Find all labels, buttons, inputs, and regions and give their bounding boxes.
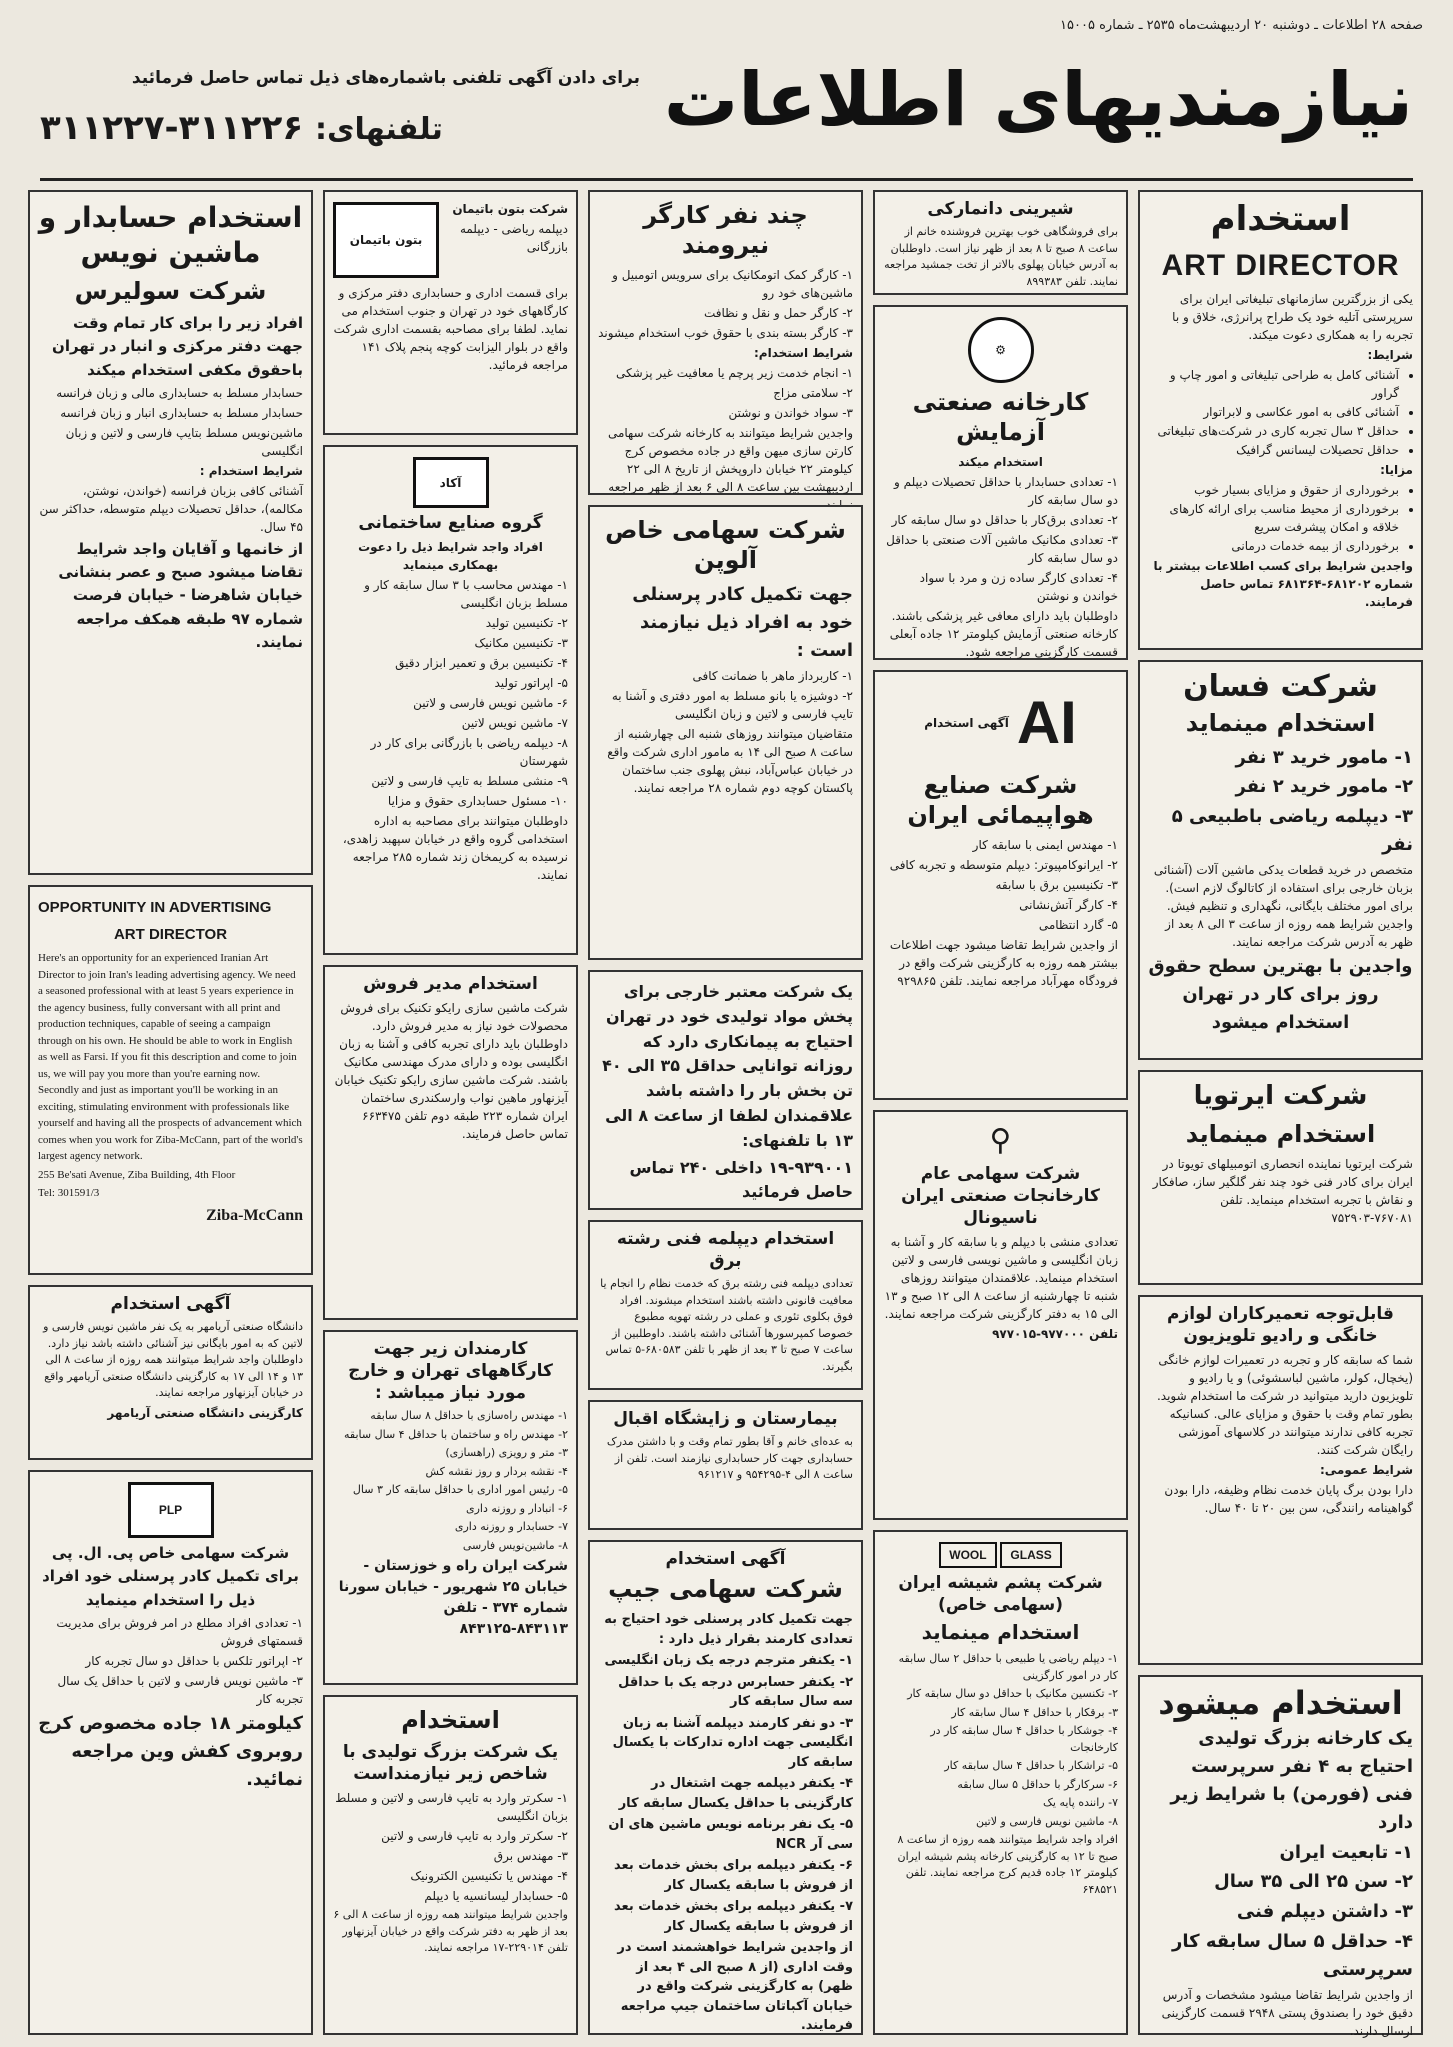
ad-aryamehr <box>28 1285 313 1460</box>
chand-nafar-footer: واجدین شرایط میتوانند به کارخانه شرکت سهامی کارتن سازی میهن واقع در جاده مخصوص کرج کیلومتر ۲۲ خیابان داروپخش از تاریخ ۸ الی ۲۲ اردیبهشت بین ساعت ۸ الی ۶ بعد از ظهر مراجعه <box>607 426 853 494</box>
list-item: • آشنائی کامل به طراحی تبلیغاتی و امور چاپ و گراور <box>1148 366 1399 402</box>
sulires-conds: آشنائی کافی بزبان فرانسه (خواندن، نوشتن، مکالمه)، حداقل تحصیلات دیپلم متوسطه، حداکثر سن ۴۵ سال. <box>39 483 303 534</box>
scooter-icon: ⚲ <box>989 1123 1012 1158</box>
fasan-item: ۳- دیپلمه ریاضی باطبیعی ۵ نفر <box>1171 806 1413 856</box>
aircraft-logo-icon: AI <box>1016 689 1077 756</box>
azmayesh-item: ۳- تعدادی مکانیک ماشین آلات صنعتی با حداقل دو سال سابقه کار <box>886 533 1118 565</box>
ad-big-producer <box>323 1695 578 2035</box>
glass-wool-item: ۴- جوشکار با حداقل ۴ سال سابقه کار در کارخانجات <box>930 1724 1118 1754</box>
batiman-logo: بتون باتیمان <box>333 202 439 278</box>
sulires-body: افراد زیر را برای کار تمام وقت جهت دفتر مرکزی و انبار در تهران باحقوق مکفی استخدام میکند <box>52 314 303 379</box>
factory-cond: ۱- تابعیت ایران <box>1279 1841 1413 1863</box>
ad-batiman <box>323 190 578 435</box>
ad-iran-aircraft <box>873 670 1128 1100</box>
ad-ziba-mccann <box>28 885 313 1275</box>
batiman-company: شرکت بتون باتیمان <box>452 202 568 216</box>
fasan-item: ۱- مامور خرید ۳ نفر <box>1235 746 1413 768</box>
glass-wool-item: ۱- دیپلم ریاضی یا طبیعی با حداقل ۲ سال سابقه کار در امور کارگزینی <box>898 1652 1118 1682</box>
sulires-title: استخدام حسابدار و ماشین نویس <box>38 201 303 269</box>
building-title: افراد واجد شرایط ذیل را دعوت بهمکاری مینماید <box>358 540 543 573</box>
aircraft-item: ۲- ایرانوکامپیوتر: دیپلم متوسطه و تجربه کافی <box>889 858 1118 872</box>
glass-wool-logo <box>883 1542 1118 1568</box>
aircraft-footer: از واجدین شرایط تقاضا میشود جهت اطلاعات بیشتر همه روزه به کارگزینی شرکت واقع در فرودگاه مهرآباد مراجعه نمایند. تلفن ۹۲۹۸۶۵ <box>889 938 1118 988</box>
ad-azmayesh <box>873 305 1128 660</box>
electric-tech-body: تعدادی دیپلمه فنی رشته برق که خدمت نظام را انجام یا معافیت قانونی داشته باشند استخدام میشوند. افراد فوق بکلوی تئوری و عملی در رشته تهویه مطبوع خصوصا کمپرسورها آشنائی داشته باشند. داوطلبین از ساعت ۷ صبح تا ۳ بعد از ظهر با تلفن ۶۸۰۵۸۳-۵ تماس بگیرند. <box>600 1277 853 1373</box>
ad-iran-rah <box>323 1330 578 1685</box>
ad-danmark-sweets <box>873 190 1128 295</box>
toyota-body: شرکت ایرتویا نماینده انحصاری اتومبیلهای تویوتا در ایران برای کادر فنی خود چند نفر گلگیر ساز، صافکار و نقاش با تجربه استخدام مینماید. تلفن ۷۶۷۰۸۱-۷۵۲۹۰۳ <box>1152 1156 1413 1225</box>
iran-rah-item: ۶- انبادار و روزنه داری <box>465 1501 568 1515</box>
art-director-cond-title: شرایط: <box>1367 347 1413 362</box>
big-producer-item: ۳- مهندس برق <box>493 1849 568 1864</box>
iran-rah-footer: شرکت ایران راه و خوزستان - خیابان ۲۵ شهریور - خیابان سورنا شماره ۳۷۴ - تلفن ۸۴۳۱۱۳-۸۴۳۱۲۵ <box>338 1558 568 1638</box>
ziba-address: 255 Be'sati Avenue, Ziba Building, 4th Floor <box>38 1168 236 1181</box>
building-item: ۴- تکنیسین برق و تعمیر ابزار دقیق <box>395 656 568 671</box>
list-item: • آشنائی کافی به امور عکاسی و لابراتوار <box>1148 403 1399 421</box>
sulires-item: حسابدار مسلط به حسابداری مالی و زبان فرانسه <box>56 385 303 400</box>
iran-rah-item: ۷- حسابدار و روزنه داری <box>454 1520 568 1534</box>
danmark-title: شیرینی دانمارکی <box>927 199 1074 219</box>
ad-chand-nafar <box>588 190 863 495</box>
jeep-intro: جهت تکمیل کادر پرسنلی خود احتیاج به تعدادی کارمند بقرار ذیل دارد : <box>604 1612 853 1647</box>
page-info-bar <box>30 18 1423 33</box>
glass-wool-logo-left: GLASS <box>1000 1542 1061 1568</box>
appliance-title: قابل‌توجه تعمیرکاران لوازم خانگی و رادیو تلویزیون <box>1167 1304 1394 1347</box>
ad-glass-wool <box>873 1530 1128 2035</box>
factory-cond: ۴- حداقل ۵ سال سابقه کار سرپرستی <box>1172 1931 1413 1981</box>
art-director-conds <box>1148 366 1413 459</box>
aircraft-item: ۱- مهندس ایمنی با سابقه کار <box>972 838 1118 852</box>
column-3 <box>588 190 863 2035</box>
ziba-position: ART DIRECTOR <box>113 925 228 943</box>
ad-eqbal <box>588 1400 863 1530</box>
ad-sales-manager <box>323 965 578 1320</box>
batiman-body: برای قسمت اداری و حسابداری دفتر مرکزی و کارگاههای خود در تهران و جنوب استخدام می نماید. لطفا برای مصاحبه بقسمت اداری شرکت واقع در بلوار الیزابت کوچه پنجم پلاک ۱۴۱ مراجعه فرمائید. <box>333 286 568 372</box>
jeep-item: ۴- یکنفر دیپلمه جهت اشتغال در کارگزینی با حداقل یکسال سابقه کار <box>618 1776 853 1811</box>
jeep-item: ۷- یکنفر دیپلمه برای بخش خدمات بعد از فروش با سابقه یکسال کار <box>613 1899 853 1934</box>
chand-nafar-item: ۲- کارگر حمل و نقل و نظافت <box>703 306 853 320</box>
azmayesh-item: ۴- تعدادی کارگر ساده زن و مرد با سواد خواندن و نوشتن <box>919 571 1118 603</box>
ad-fasan <box>1138 660 1423 1060</box>
list-item: • حداقل تحصیلات لیسانس گرافیک <box>1148 441 1399 459</box>
ad-art-director <box>1138 190 1423 650</box>
art-director-benefits <box>1148 481 1413 555</box>
ad-iran-nasional <box>873 1110 1128 1520</box>
column-5 <box>28 190 313 2035</box>
toyota-hiring: استخدام مینماید <box>1185 1119 1376 1148</box>
toyota-company: شرکت ایرتویا <box>1193 1081 1368 1111</box>
building-item: ۷- ماشین نویس لاتین <box>461 716 568 731</box>
glass-wool-item: ۸- ماشین نویس فارسی و لاتین <box>975 1814 1118 1828</box>
big-producer-item: ۲- سکرتر وارد به تایپ فارسی و لاتین <box>381 1829 568 1844</box>
art-director-contact: واجدین شرایط برای کسب اطلاعات بیشتر با شماره ۶۸۱۲۰۲-۶۸۱۳۶۴ تماس حاصل فرمایند. <box>1153 558 1413 609</box>
aircraft-label: آگهی استخدام <box>924 716 1009 730</box>
phone-note: برای دادن آگهی تلفنی باشماره‌های ذیل تماس حاصل فرمائید <box>131 68 640 88</box>
jeep-company: شرکت سهامی جیپ <box>608 1575 843 1604</box>
azmayesh-item: ۲- تعدادی برق‌کار با حداقل دو سال سابقه کار <box>891 513 1118 527</box>
eqbal-title: بیمارستان و زایشگاه اقبال <box>613 1409 838 1429</box>
alupen-item: ۱- کاربرداز ماهر با ضمانت کافی <box>692 668 853 683</box>
ad-building-industries <box>323 445 578 955</box>
foreign-company-body: یک شرکت معتبر خارجی برای پخش مواد تولیدی خود در تهران احتیاج به پیمانکاری دارد که روزانه توانایی حداقل ۳۵ الی ۴۰ تن بخش بار را داشته باشد علاقمندان لطفا از ساعت ۸ الی ۱۳ با تلفنهای: <box>602 982 853 1150</box>
column-2 <box>873 190 1128 2035</box>
building-item: ۱- مهندس محاسب با ۳ سال سابقه کار و مسلط بزبان انگلیسی <box>364 578 568 611</box>
pl-logo: PLP <box>128 1482 214 1538</box>
appliance-cond-title: شرایط عمومی: <box>1319 1463 1413 1478</box>
glass-wool-footer: افراد واجد شرایط میتوانند همه روزه از ساعت ۸ صبح تا ۱۲ به کارگزینی کارخانه پشم شیشه ایران کیلومتر ۱۲ جاده قدیم کرج مراجعه نمایند. تلفن ۶۴۸۵۲۱ <box>897 1833 1118 1896</box>
sulires-cond-title: شرایط استخدام : <box>199 463 303 478</box>
factory-cond: ۲- سن ۲۵ الی ۳۵ سال <box>1214 1871 1413 1893</box>
glass-wool-item: ۳- برقکار با حداقل ۴ سال سابقه کار <box>951 1705 1118 1719</box>
phone-numbers <box>40 108 443 148</box>
factory-cond: ۳- داشتن دیپلم فنی <box>1236 1901 1413 1923</box>
art-director-benefits-title: مزایا: <box>1380 462 1413 477</box>
aircraft-item: ۳- تکنیسین برق با سابقه <box>995 878 1118 892</box>
phones-label: تلفنهای: <box>315 112 443 147</box>
glass-wool-item: ۵- تراشکار با حداقل ۴ سال سابقه کار <box>944 1759 1118 1773</box>
big-producer-item: ۱- سکرتر وارد به تایپ فارسی و لاتین و مسلط بزبان انگلیسی <box>335 1791 568 1824</box>
ad-iran-toyota <box>1138 1070 1423 1285</box>
art-director-title-en: ART DIRECTOR <box>1161 248 1400 282</box>
building-item: ۹- منشی مسلط به تایپ فارسی و لاتین <box>371 774 568 789</box>
jeep-label: آگهی استخدام <box>665 1549 786 1569</box>
azmayesh-hiring: استخدام میکند <box>958 455 1043 469</box>
pl-title: شرکت سهامی خاص پی. ال. پی برای تکمیل کادر پرسنلی خود افراد ذیل را استخدام مینماید <box>42 1544 299 1609</box>
ad-pl-company <box>28 1470 313 2035</box>
glass-wool-item: ۷- راننده پایه یک <box>1043 1796 1118 1810</box>
aryamehr-footer: کارگزینی دانشگاه صنعتی آریامهر <box>107 1405 303 1420</box>
big-producer-title: یک شرکت بزرگ تولیدی با شاخص زیر نیازمنداست <box>342 1742 559 1785</box>
alupen-footer: متقاضیان میتوانند روزهای شنبه الی چهارشنبه از ساعت ۸ صبح الی ۱۴ به مامور اداری شرکت واقع در خیابان عباس‌آباد، نبش پهلوی جنب ساختمان پاکستان کوچه دوم شماره ۲۸ مراجعه نمایند. <box>607 726 853 795</box>
electric-tech-title: استخدام دیپلمه فنی رشته برق <box>616 1229 835 1272</box>
list-item: • برخورداری از محیط مناسب برای ارائه کارهای خلاقه و امکان پیشرفت سریع <box>1148 500 1399 536</box>
big-producer-item: ۵- حسابدار لیسانسیه یا دیپلم <box>424 1889 568 1904</box>
building-footer: داوطلبان میتوانند برای مصاحبه به اداره استخدامی گروه واقع در خیابان سپهبد زاهدی، نرسیده به کریمخان زند شماره ۲۸۵ مراجعه نمایند. <box>342 814 568 883</box>
sulires-company: شرکت سولیرس <box>74 277 267 305</box>
azmayesh-logo: ⚙ <box>968 317 1034 383</box>
building-item: ۲- تکنیسین تولید <box>485 616 568 631</box>
aircraft-company: شرکت صنایع هواپیمائی ایران <box>907 771 1094 829</box>
glass-wool-item: ۲- تکنسین مکانیک با حداقل دو سال سابقه کار <box>907 1687 1118 1701</box>
jeep-item: ۱- یکنفر مترجم درجه یک زبان انگلیسی <box>604 1653 853 1669</box>
eqbal-body: به عده‌ای خانم و آقا بطور تمام وقت و با داشتن مدرک حسابداری جهت کار حسابداری نیازمند است. تلفن از ساعت ۸ الی ۴-۹۵۴۲۹۵ و ۹۶۱۲۱۷ <box>606 1435 853 1482</box>
building-logo: آکاد <box>413 457 489 508</box>
aryamehr-body: دانشگاه صنعتی آریامهر به یک نفر ماشین نویس فارسی و لاتین که به امور بایگانی نیز آشنائی داشته باشد نیاز دارد. داوطلبان واجد شرایط میتوانند همه روزه از ساعت ۸ الی ۱۳ و ۱۴ الی ۱۷ به کارگزینی دانشگاه صنعتی آریامهر واقع در خیابان آیزنهاور مراجعه نمایند. <box>43 1320 303 1400</box>
ziba-brand: Ziba-McCann <box>206 1206 303 1224</box>
chand-nafar-cond-title: شرایط استخدام: <box>753 346 853 360</box>
list-item: • برخورداری از بیمه خدمات درمانی <box>1148 537 1399 555</box>
building-item: ۵- اپراتور تولید <box>494 676 568 691</box>
ziba-title: OPPORTUNITY IN ADVERTISING <box>38 899 272 916</box>
ad-appliance-repair <box>1138 1295 1423 1665</box>
ad-electric-tech <box>588 1220 863 1390</box>
iran-rah-item: ۲- مهندس راه و ساختمان با حداقل ۴ سال سابقه <box>344 1427 568 1441</box>
azmayesh-item: ۱- تعدادی حسابدار با حداقل تحصیلات دیپلم و دو سال سابقه کار <box>893 475 1118 507</box>
jeep-item: ۶- یکنفر دیپلمه برای بخش خدمات بعد از فروش با سابقه یکسال کار <box>613 1858 853 1893</box>
fasan-company: شرکت فسان <box>1183 669 1378 704</box>
glass-wool-title: شرکت پشم شیشه ایران (سهامی خاص) <box>898 1573 1103 1616</box>
masthead <box>40 57 1413 181</box>
ad-jeep <box>588 1540 863 2035</box>
page-info: صفحه ۲۸ اطلاعات ـ دوشنبه ۲۰ اردیبهشت‌ماه ۲۵۳۵ ـ شماره ۱۵۰۰۵ <box>1060 18 1423 33</box>
ziba-body: Here's an opportunity for an experienced Iranian Art Director to join Iran's leading advertising agency. We need a seasoned professional with at least 5 years experience in the agency business, fully conversant with all print and production techniques, capable of seeing a campaign through on his own. He should be able to work in English as well as Farsi. If you fit this description and come to join us, we will pay you more than you're earning now. Secondly and just as important you'll be working in an exciting, stimulating environment with professionals like yourself and having all the prospects of advancement which comes when you work for Ziba-McCann, part of the world's largest agency network. <box>38 952 303 1162</box>
sales-manager-body: شرکت ماشین سازی رایکو تکنیک برای فروش محصولات خود نیاز به مدیر فروش دارد. داوطلبان باید دارای تجربه کافی و آشنا به زبان انگلیسی بوده و دارای مدرک مهندسی مکانیک باشند. شرکت ماشین سازی رایکو تکنیک خیابان آیزنهاور ماهین نواب وارسکندری ساختمان ایران شماره ۲۲۳ طبقه دوم تلفن ۶۶۳۴۷۵ تماس حاصل فرمایند. <box>334 1001 568 1142</box>
pl-item: ۳- ماشین نویس فارسی و لاتین با حداقل یک سال تجربه کار <box>57 1673 303 1706</box>
iran-rah-item: ۴- نقشه بردار و روز نقشه کش <box>425 1464 568 1478</box>
pl-footer: کیلومتر ۱۸ جاده مخصوص کرج روبروی کفش وین مراجعه نمائید. <box>38 1712 303 1790</box>
big-producer-footer: واجدین شرایط میتوانند همه روزه از ساعت ۸ الی ۶ بعد از ظهر به دفتر شرکت واقع در خیابان آیزنهاور تلفن ۲۲۹۰۱۴-۱۷ مراجعه نمایند. <box>333 1908 568 1955</box>
iran-rah-title: کارمندان زیر جهت کارگاههای تهران و خارج مورد نیاز میباشد : <box>348 1339 553 1404</box>
danmark-body: برای فروشگاهی خوب بهترین فروشنده خانم از ساعت ۸ صبح تا ۸ بعد از ظهر نیاز است. داوطلبان به آدرس خیابان پهلوی بالاتر از تخت جمشید مراجعه نمایند. تلفن ۸۹۹۳۸۳ <box>884 225 1118 288</box>
fasan-details: متخصص در خرید قطعات یدکی ماشین آلات (آشنائی بزبان خارجی برای استفاده از کاتالوگ لازم است). برای امور مختلف بایگانی، نگهداری و تنظیم فیش. واجدین شرایط همه روزه از ساعت ۳ الی ۸ بعد از ظهر به آدرس شرکت مراجعه نمایند. <box>1153 863 1413 950</box>
fasan-item: ۲- مامور خرید ۲ نفر <box>1235 776 1413 798</box>
art-director-body: یکی از بزرگترین سازمانهای تبلیغاتی ایران برای سرپرستی آتلیه خود یک طراح پرانرژی، خلاق و با تجربه را به همکاری دعوت میکند. <box>1172 291 1413 342</box>
chand-nafar-item: ۳- کارگر بسته بندی با حقوق خوب استخدام میشوند <box>598 326 853 340</box>
batiman-subtitle: دیپلمه ریاضی - دیپلمه بازرگانی <box>459 222 568 254</box>
glass-wool-hiring: استخدام مینماید <box>921 1620 1080 1645</box>
list-item: • حداقل ۳ سال تجربه کاری در شرکت‌های تبلیغاتی <box>1148 422 1399 440</box>
building-item: ۶- ماشین نویس فارسی و لاتین <box>413 696 568 711</box>
foreign-company-phone: ۱۹-۹۳۹۰۰۱ داخلی ۲۴۰ تماس حاصل فرمائید <box>629 1157 853 1202</box>
jeep-footer: از واجدین شرایط خواهشمند است در وقت اداری (از ۸ صبح الی ۴ بعد از ظهر) به کارگزینی شرکت واقع در خیابان آکباتان ساختمان جیپ مراجعه فرمایند. <box>617 1940 853 2034</box>
glass-wool-item: ۶- سرکارگر با حداقل ۵ سال سابقه <box>957 1777 1118 1791</box>
iran-rah-item: ۳- متر و رویزی (راهسازی) <box>445 1446 568 1460</box>
chand-nafar-cond: ۲- سلامتی مزاج <box>773 386 853 400</box>
building-item: ۱۰- مسئول حسابداری حقوق و مزایا <box>387 794 568 809</box>
building-company: گروه صنایع ساختمانی <box>358 513 543 533</box>
nasional-phone: تلفن ۹۷۷۰۰۰-۹۷۷۰۱۵ <box>992 1327 1118 1342</box>
sulires-item: حسابدار مسلط به حسابداری انبار و زبان فرانسه <box>60 405 303 420</box>
ad-alupen <box>588 505 863 960</box>
azmayesh-title: کارخانه صنعتی آزمایش <box>912 388 1089 446</box>
chand-nafar-cond: ۱- انجام خدمت زیر پرچم یا معافیت غیر پزشکی <box>615 366 853 380</box>
ziba-tel: Tel: 301591/3 <box>38 1187 100 1199</box>
pl-item: ۱- تعدادی افراد مطلع در امر فروش برای مدیریت قسمتهای فروش <box>56 1615 303 1648</box>
factory-body: یک کارخانه بزرگ تولیدی احتیاج به ۴ نفر سرپرست فنی (فورمن) با شرایط زیر دارد <box>1170 1728 1413 1833</box>
big-producer-item: ۴- مهندس یا تکنیسین الکترونیک <box>410 1869 568 1884</box>
aryamehr-title: آگهی استخدام <box>110 1294 231 1314</box>
fasan-footer: واجدین با بهترین سطح حقوق روز برای کار در تهران استخدام میشود <box>1148 956 1413 1033</box>
iran-rah-item: ۱- مهندس راه‌سازی با حداقل ۸ سال سابقه <box>370 1409 568 1423</box>
alupen-title: جهت تکمیل کادر پرسنلی خود به افراد ذیل نیازمند است : <box>632 584 853 661</box>
ad-sulires <box>28 190 313 875</box>
building-item: ۸- دیپلمه ریاضی با بازرگانی برای کار در شهرستان <box>370 736 568 769</box>
alupen-company: شرکت سهامی خاص آلوپن <box>605 516 846 574</box>
jeep-item: ۳- دو نفر کارمند دیپلمه آشنا به زبان انگلیسی جهت اداره تدارکات با یکسال سابقه کار <box>612 1715 853 1770</box>
alupen-item: ۲- دوشیزه یا بانو مسلط به امور دفتری و آشنا به تایپ فارسی و لاتین و زبان انگلیسی <box>611 688 853 721</box>
jeep-item: ۵- یک نفر برنامه نویس ماشین های ان سی آر NCR <box>608 1817 853 1852</box>
factory-footer: از واجدین شرایط تقاضا میشود مشخصات و آدرس دقیق خود را بصندوق پستی ۲۹۴۸ قسمت کارگزینی ارسال دارند. <box>1161 1988 1413 2039</box>
newspaper-section-title: نیازمندیهای اطلاعات <box>663 57 1413 143</box>
fasan-hiring: استخدام مینماید <box>1185 708 1376 737</box>
nasional-body: تعدادی منشی با دیپلم و با سابقه کار و آشنا به زبان انگلیسی و ماشین نویسی فارسی و لاتین استخدام مینماید. علاقمندان میتوانند روزهای شنبه تا چهارشنبه از ساعت ۸ الی ۱۲ صبح و ۱۳ الی ۱۵ به دفتر کارگزینی شرکت مراجعه نمایند. <box>884 1235 1118 1322</box>
aircraft-item: ۴- کارگر آتش‌نشانی <box>1019 898 1118 912</box>
glass-wool-logo-right: WOOL <box>939 1542 996 1568</box>
chand-nafar-title: چند نفر کارگر نیرومند <box>643 201 808 259</box>
phones-value: ۳۱۱۲۲۶-۳۱۱۲۲۷ <box>40 108 304 148</box>
iran-rah-item: ۵- رئیس امور اداری با حداقل سابقه کار ۳ سال <box>352 1483 568 1497</box>
art-director-heading: استخدام <box>1210 199 1351 239</box>
appliance-body: شما که سابقه کار و تجربه در تعمیرات لوازم خانگی (یخچال، کولر، ماشین لباسشوئی) و یا رادیو و تلویزیون دارید میتوانید در شرکت ما استخدام شوید. بطور تمام وقت با حقوق و مزایای عالی. کسانیکه تجربه کافی ندارند میتوانند در کلاسهای آموزشی رایگان شرکت کنند. <box>1156 1353 1413 1458</box>
pl-item: ۲- اپراتور تلکس با حداقل دو سال تجربه کار <box>85 1653 303 1668</box>
aircraft-item: ۵- گارد انتظامی <box>1038 918 1118 932</box>
nasional-title: شرکت سهامی عام کارخانجات صنعتی ایران ناسیونال <box>901 1164 1100 1229</box>
jeep-item: ۲- یکنفر حسابرس درجه یک با حداقل سه سال سابقه کار <box>618 1674 853 1710</box>
iran-rah-item: ۸- ماشین‌نویس فارسی <box>462 1538 568 1552</box>
factory-heading: استخدام میشود <box>1158 1684 1403 1722</box>
column-4 <box>323 190 578 2035</box>
azmayesh-footer: داوطلبان باید دارای معافی غیر پزشکی باشند. کارخانه صنعتی آزمایش کیلومتر ۱۲ جاده آبعلی قسمت کارگزینی مراجعه شود. <box>889 609 1118 659</box>
column-1 <box>1138 190 1423 2039</box>
ad-foreign-company <box>588 970 863 1210</box>
sulires-footer: از خانمها و آقایان واجد شرایط تقاضا میشود صبح و عصر بنشانی خیابان شاهرضا - خیابان فرصت شماره ۹۷ طبقه همکف مراجعه نمایند. <box>58 539 303 651</box>
building-item: ۳- تکنیسین مکانیک <box>474 636 568 651</box>
chand-nafar-cond: ۳- سواد خواندن و نوشتن <box>728 406 853 420</box>
appliance-conds: دارا بودن برگ پایان خدمت نظام وظیفه، دارا بودن گواهینامه رانندگی، سن بین ۲۰ تا ۴۰ سال. <box>1164 1483 1413 1516</box>
sales-manager-title: استخدام مدیر فروش <box>363 974 538 994</box>
chand-nafar-item: ۱- کارگر کمک اتومکانیک برای سرویس اتومبیل و ماشین‌های خود رو <box>612 268 853 300</box>
list-item: • برخورداری از حقوق و مزایای بسیار خوب <box>1148 481 1399 499</box>
sulires-item: ماشین‌نویس مسلط بتایپ فارسی و لاتین و زبان انگلیسی <box>65 425 303 458</box>
ad-factory-hiring <box>1138 1675 1423 2039</box>
big-producer-heading: استخدام <box>401 1706 500 1734</box>
